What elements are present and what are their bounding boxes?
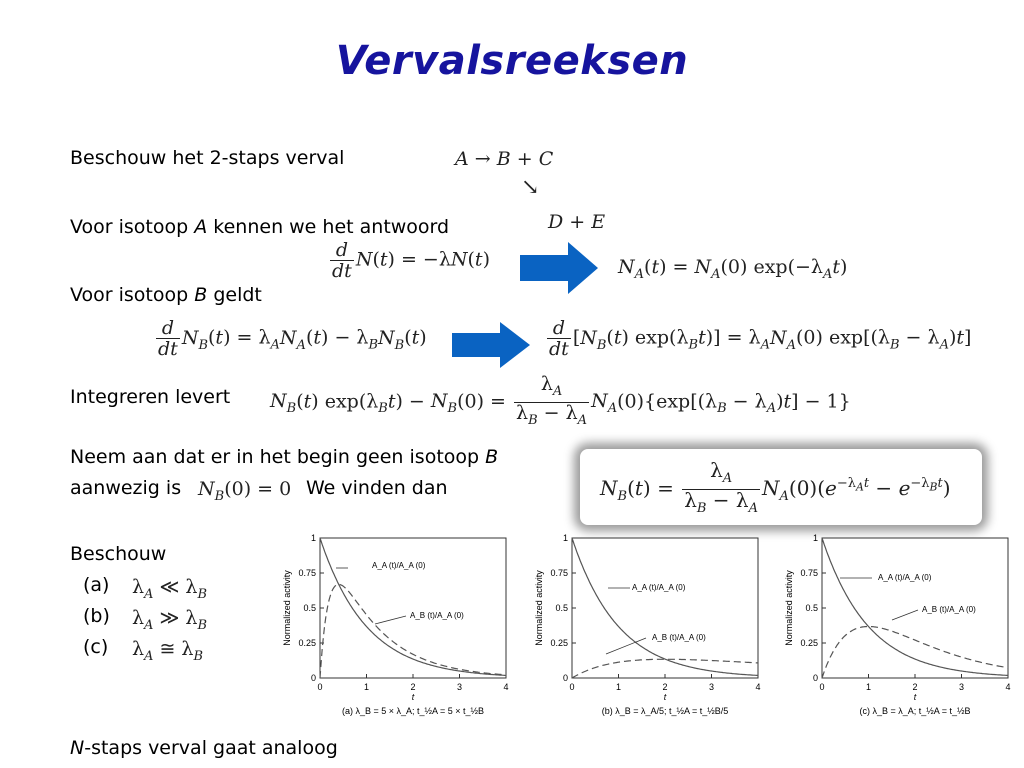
blue-arrow-icon: [452, 322, 530, 368]
legend-label-b: A_B (t)/A_A (0): [410, 611, 464, 620]
text-fragment: Voor isotoop: [70, 284, 195, 306]
plot-frame: [822, 538, 1008, 678]
equation-initial-condition: $N_B(0) = 0$: [198, 478, 292, 504]
x-tick-label: 0: [569, 682, 575, 692]
y-tick-label: 0.75: [800, 568, 818, 578]
plot-frame: [572, 538, 758, 678]
y-axis-label: Normalized activity: [534, 570, 544, 646]
text-line-two-step-decay: Beschouw het 2-staps verval: [70, 147, 345, 169]
equation-a-solution: $N_A(t) = N_A(0)$ $\exp(-\lambda_At)$: [618, 256, 848, 282]
x-axis-label: t: [663, 692, 667, 702]
x-tick-label: 4: [1005, 682, 1011, 692]
y-tick-label: 0.25: [550, 638, 568, 648]
legend-label-a: A_A (t)/A_A (0): [372, 561, 426, 570]
chart-caption: (b) λ_B = λ_A/5; t_½A = t_½B/5: [601, 706, 729, 716]
text-line-consider: Beschouw: [70, 543, 167, 565]
y-tick-label: 0: [310, 673, 316, 683]
equation-result: $N_B(t)$ = $\frac{\lambda_A}{\lambda_B - \lambda_A}$ $N_A(0)(e^{-\lambda_At} - e^{-\lambda_Bt})$: [600, 458, 951, 516]
y-tick-label: 0.25: [298, 638, 316, 648]
text-line-assumption: [70, 446, 498, 468]
case-c-condition: $\lambda_A$ ≅ $\lambda_B$: [132, 638, 204, 664]
text-line-isotope-a: [70, 216, 449, 238]
y-tick-label: 0: [812, 673, 818, 683]
legend-label-a: A_A (t)/A_A (0): [878, 573, 932, 582]
y-tick-label: 1: [812, 533, 818, 543]
isotope-label: A: [194, 216, 208, 238]
x-axis-label: t: [913, 692, 917, 702]
y-tick-label: 1: [562, 533, 568, 543]
text-fragment: kennen we het antwoord: [207, 216, 450, 238]
isotope-label: B: [485, 446, 499, 468]
legend-label-b: A_B (t)/A_A (0): [922, 605, 976, 614]
decay-chart-b: [524, 528, 770, 726]
y-tick-label: 1: [310, 533, 316, 543]
decay-chart-a: [272, 528, 518, 726]
slide-title: Vervalsreeksen: [335, 38, 689, 84]
x-tick-label: 2: [410, 682, 416, 692]
x-tick-label: 1: [615, 682, 622, 692]
y-tick-label: 0: [562, 673, 568, 683]
x-tick-label: 1: [363, 682, 370, 692]
case-a-condition: $\lambda_A$ ≪ $\lambda_B$: [132, 576, 208, 602]
x-tick-label: 4: [755, 682, 761, 692]
equation-a-differential: $\frac{d}{dt}$ N(t) = −λN(t): [332, 239, 490, 282]
n-label: N: [70, 737, 85, 759]
equation-integrated: $N_B(t) \exp(\lambda_Bt) - N_B(0)$ = $\frac{\lambda_A}{\lambda_B - \lambda_A}$ $N_A(0)\{\exp[(\lambda_B - \lambda_A)t] - 1\}$: [270, 373, 851, 428]
text-fragment: -staps verval gaat analoog: [84, 737, 338, 759]
text-fragment: Voor isotoop: [70, 216, 195, 238]
equation-b-differential: $\frac{d}{dt}$ $N_B(t) = \lambda_AN_A(t) - \lambda_BN_B(t)$: [158, 317, 427, 360]
case-b-label: (b): [83, 605, 110, 627]
x-tick-label: 2: [662, 682, 668, 692]
equation-b-transformed: $\frac{d}{dt}$ $[N_B(t) \exp(\lambda_Bt)] = \lambda_AN_A(0) \exp[(\lambda_B - \lambda_A)t]$: [549, 317, 972, 360]
decay-chart-c: [774, 528, 1020, 726]
case-b-condition: $\lambda_A$ ≫ $\lambda_B$: [132, 607, 208, 633]
x-tick-label: 4: [503, 682, 509, 692]
isotope-label: B: [194, 284, 208, 306]
x-tick-label: 1: [865, 682, 872, 692]
decay-scheme-top: A → B + C: [455, 148, 554, 170]
blue-arrow-icon: [520, 242, 598, 294]
decay-scheme-bottom: D + E: [548, 211, 606, 233]
text-line-n-step: [70, 737, 338, 759]
x-axis-label: t: [411, 692, 415, 702]
y-tick-label: 0.75: [298, 568, 316, 578]
text-fragment: geldt: [207, 284, 262, 306]
x-tick-label: 0: [819, 682, 825, 692]
x-tick-label: 0: [317, 682, 323, 692]
text-line-we-find: We vinden dan: [306, 477, 448, 499]
decay-scheme-arrow: ↘: [521, 175, 540, 200]
y-tick-label: 0.5: [303, 603, 316, 613]
y-tick-label: 0.5: [805, 603, 818, 613]
chart-caption: (a) λ_B = 5 × λ_A; t_½A = 5 × t_½B: [341, 706, 485, 716]
text-fragment: Neem aan dat er in het begin geen isotoop: [70, 446, 486, 468]
text-line-integrate: Integreren levert: [70, 386, 231, 408]
chart-caption: (c) λ_B = λ_A; t_½A = t_½B: [859, 706, 971, 716]
case-a-label: (a): [83, 574, 110, 596]
legend-label-a: A_A (t)/A_A (0): [632, 583, 686, 592]
y-tick-label: 0.25: [800, 638, 818, 648]
legend-label-b: A_B (t)/A_A (0): [652, 633, 706, 642]
x-tick-label: 3: [456, 682, 463, 692]
text-line-isotope-b: [70, 284, 262, 306]
y-tick-label: 0.75: [550, 568, 568, 578]
y-axis-label: Normalized activity: [282, 570, 292, 646]
y-axis-label: Normalized activity: [784, 570, 794, 646]
x-tick-label: 3: [958, 682, 965, 692]
y-tick-label: 0.5: [555, 603, 568, 613]
case-c-label: (c): [83, 636, 109, 658]
x-tick-label: 3: [708, 682, 715, 692]
plot-frame: [320, 538, 506, 678]
x-tick-label: 2: [912, 682, 918, 692]
text-line-present: aanwezig is: [70, 477, 182, 499]
